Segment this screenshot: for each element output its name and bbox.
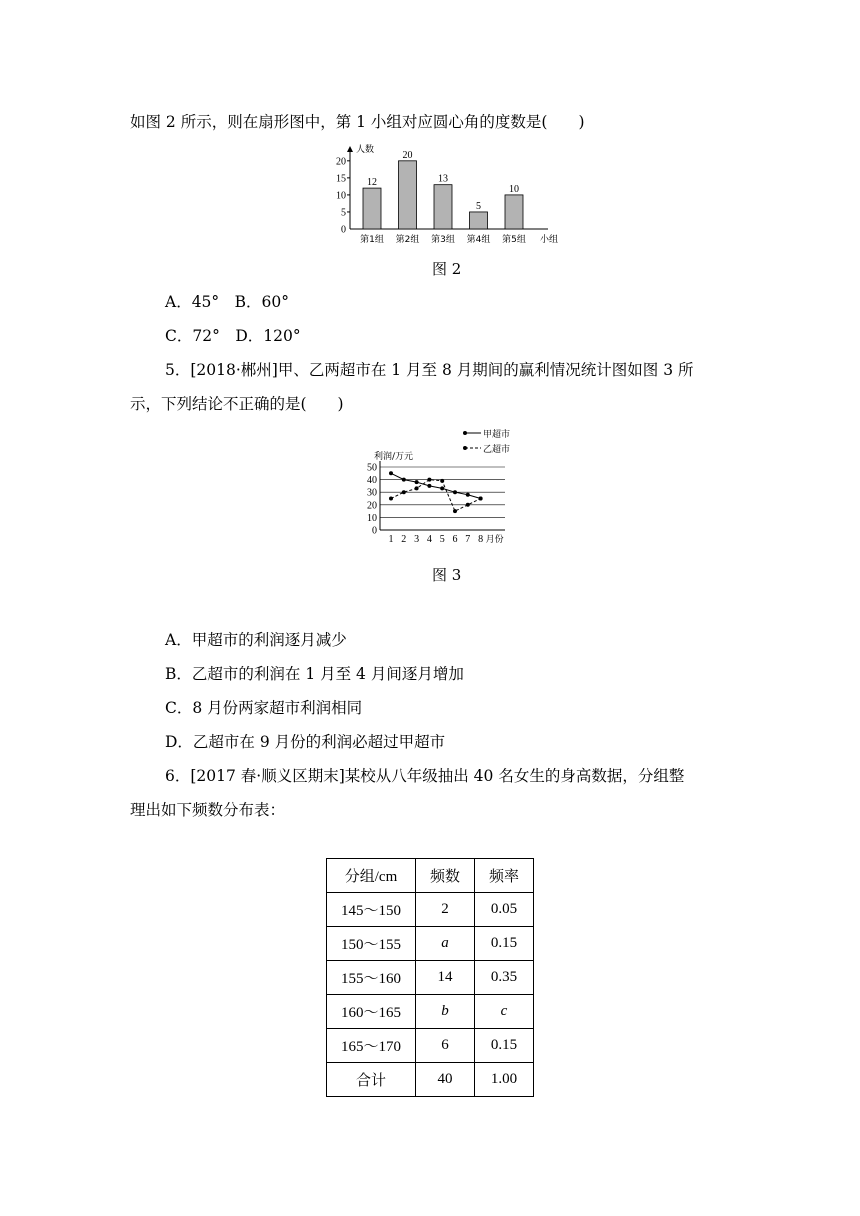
y-tick-label: 0: [372, 525, 377, 537]
table-cell: 160～165: [327, 995, 416, 1029]
bar-value-label: 5: [476, 200, 481, 212]
table-cell: c: [475, 995, 534, 1029]
bar: [505, 195, 523, 229]
data-point: [427, 478, 431, 482]
x-tick-label: 第2组: [395, 235, 420, 245]
y-tick-label: 15: [336, 173, 346, 185]
table-cell: b: [416, 995, 475, 1029]
table-row: [327, 961, 534, 995]
x-tick-label: 3: [414, 534, 420, 545]
x-tick-label: 第3组: [431, 235, 455, 245]
y-axis-label: 人数: [356, 145, 375, 155]
y-axis-label: 利润/万元: [374, 452, 414, 462]
header-frequency: 频数: [416, 859, 475, 893]
data-point: [466, 503, 470, 507]
x-tick-label: 第4组: [466, 235, 491, 245]
bar-chart: [330, 140, 566, 250]
q6-stem-line2: 理出如下频数分布表：: [130, 801, 286, 819]
table-total-row: [327, 1063, 534, 1097]
data-point: [453, 509, 457, 513]
data-point: [440, 479, 444, 483]
data-point: [389, 471, 393, 475]
q5-option-c: C．8 月份两家超市利润相同: [165, 699, 363, 717]
table-cell: a: [416, 927, 475, 961]
table-cell: 150～155: [327, 927, 416, 961]
q4-option-cd: C．72° D．120°: [165, 327, 301, 345]
table-row: [327, 893, 534, 927]
table-cell: 145～150: [327, 893, 416, 927]
legend-marker: [463, 446, 467, 450]
table-cell: 0.35: [475, 961, 534, 995]
q5-option-b: B．乙超市的利润在 1 月至 4 月间逐月增加: [165, 665, 464, 683]
table-cell: 6: [416, 1029, 475, 1063]
table-cell: 40: [416, 1063, 475, 1097]
header-rate: 频率: [475, 859, 534, 893]
x-tick-label: 7: [465, 534, 471, 545]
q4-option-ab: A．45° B．60°: [165, 293, 290, 311]
y-tick-label: 40: [367, 475, 377, 487]
x-tick-label: 第5组: [502, 235, 526, 245]
bar-value-label: 10: [509, 183, 519, 195]
y-tick-label: 0: [341, 224, 346, 236]
table-cell: 0.05: [475, 893, 534, 927]
bar-value-label: 12: [367, 177, 377, 189]
x-tick-label: 1: [388, 534, 394, 545]
bar: [363, 188, 381, 229]
table-row: [327, 927, 534, 961]
table-cell: 2: [416, 893, 475, 927]
x-axis-label: 小组: [540, 235, 559, 245]
figure-3-caption: 图 3: [432, 566, 462, 584]
x-tick-label: 8: [478, 534, 484, 545]
x-tick-label: 第1组: [360, 235, 384, 245]
bar: [434, 185, 452, 229]
data-point: [402, 478, 406, 482]
data-point: [453, 490, 457, 494]
table-cell: 0.15: [475, 1029, 534, 1063]
data-point: [415, 486, 419, 490]
table-header-row: [327, 859, 534, 893]
x-tick-label: 2: [401, 534, 407, 545]
header-group: 分组/cm: [327, 859, 416, 893]
table-cell: 155～160: [327, 961, 416, 995]
y-tick-label: 20: [336, 156, 346, 168]
y-tick-label: 30: [367, 487, 377, 499]
q5-option-a: A．甲超市的利润逐月减少: [165, 631, 347, 649]
x-tick-label: 4: [426, 534, 432, 545]
data-point: [427, 484, 431, 488]
y-tick-label: 10: [367, 512, 377, 524]
table-cell: 165～170: [327, 1029, 416, 1063]
bar-value-label: 20: [402, 149, 413, 161]
y-tick-label: 5: [341, 207, 346, 219]
y-tick-label: 50: [367, 462, 377, 474]
bar-value-label: 13: [438, 173, 448, 185]
q5-option-d: D．乙超市在 9 月份的利润必超过甲超市: [165, 733, 446, 751]
table-cell: 1.00: [475, 1063, 534, 1097]
legend-label: 甲超市: [483, 430, 511, 440]
q5-stem-line2: 示，下列结论不正确的是( ): [130, 395, 344, 413]
bar: [399, 161, 417, 229]
legend-marker: [463, 431, 467, 435]
q6-stem-line1: 6．[2017 春·顺义区期末]某校从八年级抽出 40 名女生的身高数据，分组整: [165, 767, 685, 785]
legend-label: 乙超市: [483, 445, 511, 455]
data-point: [479, 497, 483, 501]
frequency-table: [326, 858, 534, 1097]
figure-2-caption: 图 2: [432, 260, 462, 278]
data-point: [415, 480, 419, 484]
data-point: [389, 497, 393, 501]
bar: [470, 212, 488, 229]
y-axis-arrow: [347, 146, 353, 152]
table-row: [327, 1029, 534, 1063]
q5-stem-line1: 5．[2018·郴州]甲、乙两超市在 1 月至 8 月期间的赢利情况统计图如图 3 所: [165, 361, 694, 379]
table-row: [327, 995, 534, 1029]
data-point: [466, 493, 470, 497]
line-chart: [360, 425, 535, 547]
y-tick-label: 10: [336, 190, 346, 202]
q4-stem: 如图 2 所示，则在扇形图中，第 1 小组对应圆心角的度数是( ): [130, 113, 585, 131]
table-cell: 14: [416, 961, 475, 995]
table-cell: 合计: [327, 1063, 416, 1097]
y-tick-label: 20: [367, 500, 377, 512]
data-point: [402, 490, 406, 494]
table-cell: 0.15: [475, 927, 534, 961]
x-tick-label: 5: [439, 534, 445, 545]
x-axis-label: 月份: [485, 535, 504, 545]
data-point: [440, 486, 444, 490]
x-tick-label: 6: [452, 534, 458, 545]
